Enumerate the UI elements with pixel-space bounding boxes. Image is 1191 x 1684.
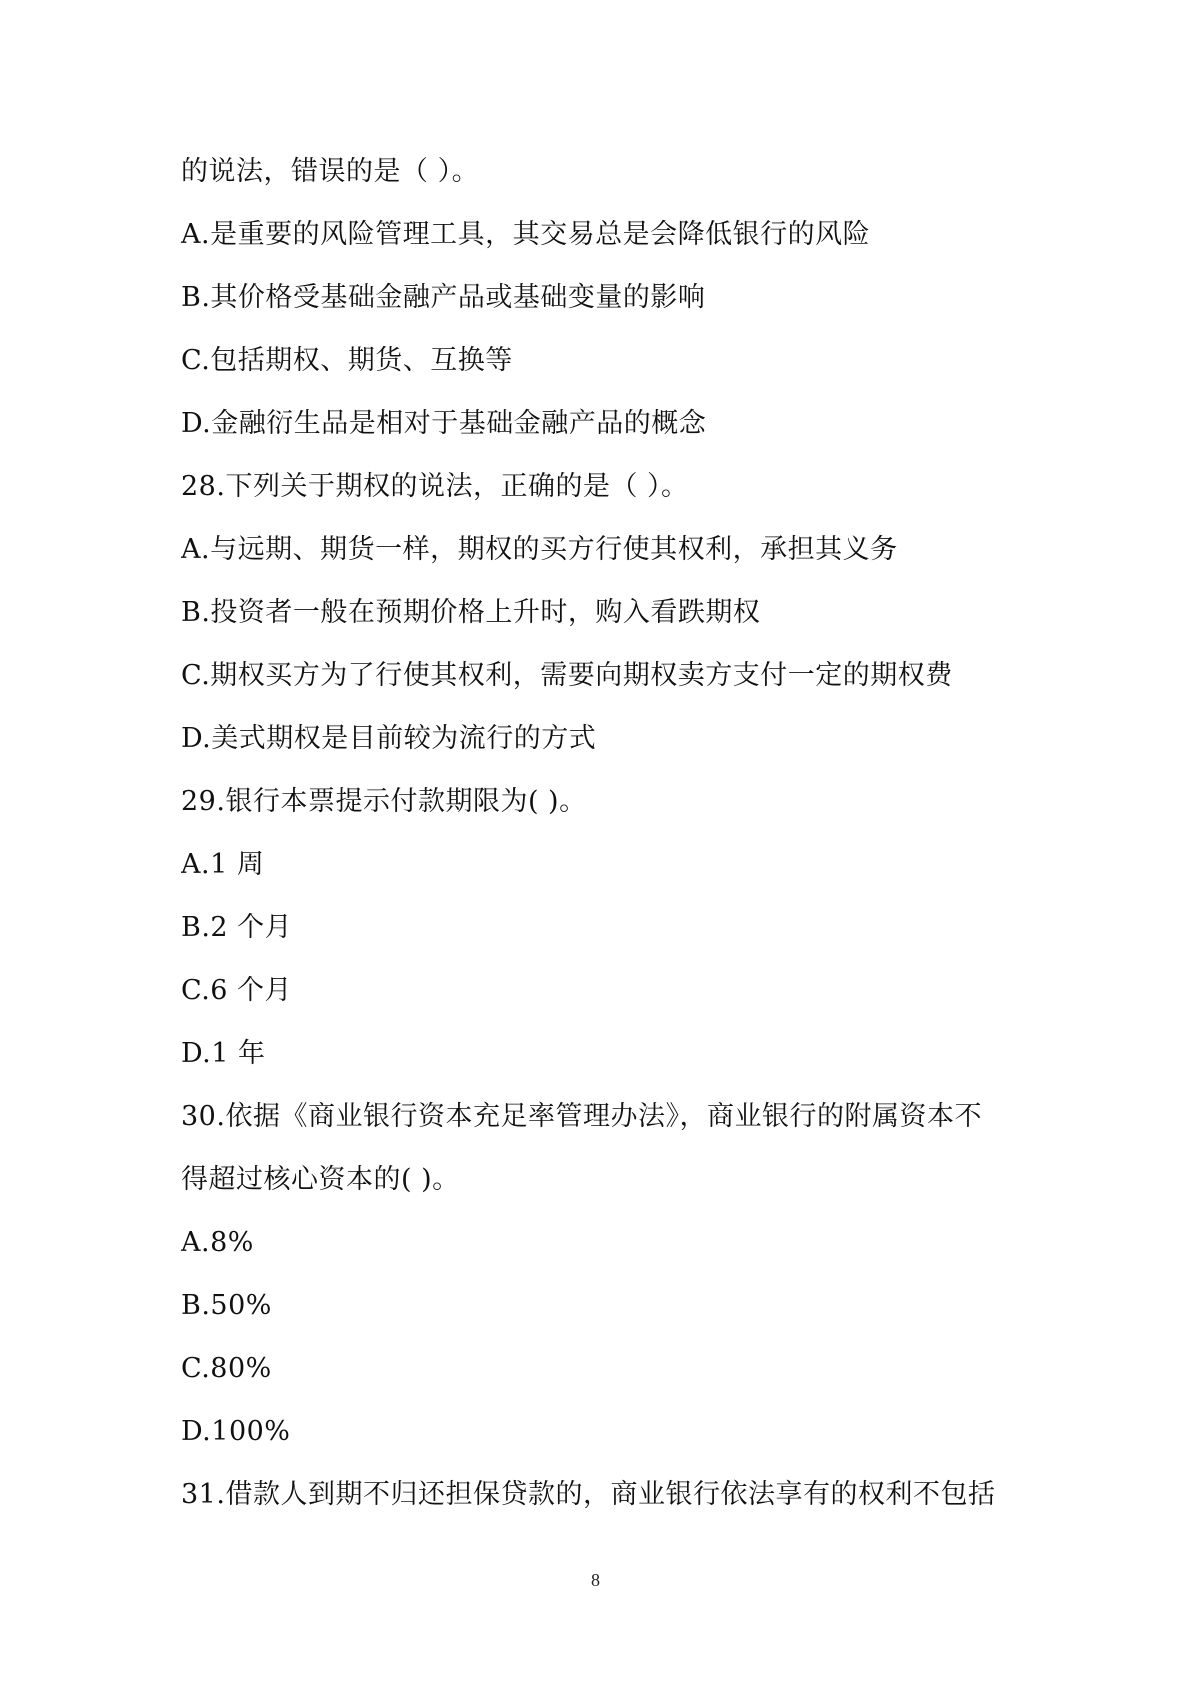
- q29-option-b: B.2 个月: [181, 912, 293, 943]
- q29-option-d: D.1 年: [181, 1038, 266, 1069]
- document-body: [181, 140, 1021, 1526]
- q27-option-a: A.是重要的风险管理工具，其交易总是会降低银行的风险: [181, 219, 871, 250]
- question-30: 30.依据《商业银行资本充足率管理办法》，商业银行的附属资本不: [181, 1101, 982, 1132]
- question-28: 28.下列关于期权的说法，正确的是（ ）。: [181, 471, 689, 502]
- q30-option-b: B.50%: [181, 1290, 272, 1321]
- q30-option-a: A.8%: [181, 1227, 254, 1258]
- q28-option-b: B.投资者一般在预期价格上升时，购入看跌期权: [181, 597, 761, 628]
- q30-option-d: D.100%: [181, 1416, 291, 1447]
- question-27-continuation: 的说法，错误的是（ ）。: [181, 156, 480, 187]
- question-29: 29.银行本票提示付款期限为( )。: [181, 786, 587, 817]
- q28-option-d: D.美式期权是目前较为流行的方式: [181, 723, 597, 754]
- q27-option-b: B.其价格受基础金融产品或基础变量的影响: [181, 282, 706, 313]
- q27-option-c: C.包括期权、期货、互换等: [181, 345, 513, 376]
- q28-option-a: A.与远期、期货一样，期权的买方行使其权利，承担其义务: [181, 534, 898, 565]
- q29-option-a: A.1 周: [181, 849, 265, 880]
- question-31: 31.借款人到期不归还担保贷款的，商业银行依法享有的权利不包括: [181, 1479, 996, 1510]
- question-30-continuation: 得超过核心资本的( )。: [181, 1164, 460, 1195]
- q28-option-c: C.期权买方为了行使其权利，需要向期权卖方支付一定的期权费: [181, 660, 953, 691]
- q30-option-c: C.80%: [181, 1353, 272, 1384]
- page-number: 8: [591, 1570, 600, 1590]
- q27-option-d: D.金融衍生品是相对于基础金融产品的概念: [181, 408, 707, 439]
- q29-option-c: C.6 个月: [181, 975, 293, 1006]
